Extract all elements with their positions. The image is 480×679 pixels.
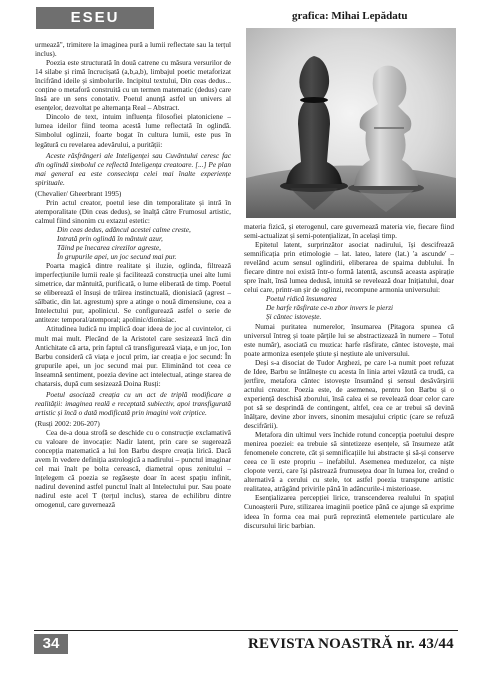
page-number: 34 [34, 634, 68, 654]
verse-line: Intrată prin oglindă în mântuit azur, [57, 233, 163, 243]
artwork-credit: grafica: Mihai Lepădatu [292, 10, 408, 22]
paragraph: Epitetul latent, surprinzător asociat nadirului, își descifrează semnificația prin etimologie – lat. lateo, latere (lat.) 'a ascunde' – revelând acum sensul oglindirii, eliberarea de spaima dublului. În fiecare dintre noi există într-o formă latentă, ascunsă aceasta aspirație spre înalt, însă lumea dedusă, intuită se revelează doar Inițiatului, doar celui care, printr-un șir de oglinzi, recompune armonia universului: [244, 240, 454, 295]
verse-line: Poetul ridică însumarea [266, 294, 337, 304]
verse-line: De harfe răsfirate ce-n zbor invers le pierzi [266, 303, 394, 313]
quotation: Aceste răsfrângeri ale Inteligenței sau Cuvântului ceresc fac din oglindă simbolul ce reflectă Inteligența creatoare. [...] Pe plan mai general ea este consecința celei mai înalte experiențe spirituale. [35, 150, 231, 187]
paragraph: Atitudinea ludică nu implică doar ideea de joc al cuvintelor, ci mult mai mult. Plecând de la Aristotel care sesizează încă din Antichitate că arta, prin faptul că transfigurează viața, e un joc, Ion Barbu consideră că viața e jocul prim, iar creația e joc secund: În grupurile apei, un joc secund mai pur. Eliminând tot ceea ce înseamnă sentiment, poezia devine act intelectual, atinge starea de chatarsis, după cum sesizează Doina Rusți: [35, 324, 231, 388]
paragraph: Cea de-a doua strofă se deschide cu o construcție exclamativă cu valoare de invocație: Nadir latent, prin care se sugerează concepția matematică a lui Ion Barbu despre creația lirică. Dacă avem în vedere definiția astrologică a nadirului – punctul imaginar cel mai înalt pe bolta cerească, diametral opus zenitului – înțelegem că poezia se regăsește doar în acest spațiu infinit, nadirul devenind astfel punctul înalt al Intelectului pur. Sau poate nadirul este acel T (terțul inclus), starea de echilibru dintre omogenul, care guvernează [35, 427, 231, 510]
verse-line: În grupurile apei, un joc secund mai pur. [57, 252, 177, 262]
verse-line: Și cântec istovește. [266, 312, 322, 322]
left-column [35, 40, 231, 625]
citation: (Rusți 2002: 206-207) [35, 418, 100, 428]
citation: (Chevalier/ Gheerbrant 1995) [35, 188, 122, 198]
paragraph: materia fizică, și eterogenul, care guvernează materia vie, fiecare fiind semi-actualizat și semi-potențializat, în același timp. [244, 222, 454, 241]
paragraph: Poarta magică dintre realitate și iluzie, oglinda, filtrează imperfecțiunile lumii reale și facilitează construcția unei alte lumi simetrice, dar mântuită, purificată, o lume eliberată de timp. Poetul se eliberează el însuși de trăirea instinctuală, dionisiacă (agrest – sălbatic, din lat. agrestum) spre a atinge o nouă dimensiune, cea a Intelectului pur, apolinicul. Se configurează astfel o serie de antiteze: temporal/atemporal; apolinic/dionisiac. [35, 261, 231, 325]
chess-artwork [246, 28, 456, 218]
paragraph: Deși s-a disociat de Tudor Arghezi, pe care l-a numit poet refuzat de Idee, Barbu se întâlnește cu acesta în linia artei văzută ca trudă, ca jertfire, metafora cântec istovește însumând și sensul desăvârșirii actului creator. Poezia este, de asemenea, pentru Ion Barbu și o experiență deschisă zborului, însă calea ei se revelează doar celor care pot să se desprindă de contingent, altfel, cea ce ar trebui să devină înălțare, devine zbor invers, sinonim mesajului criptic (care se refuză descifrării). [244, 357, 454, 431]
paragraph: Numai puritatea numerelor, însumarea (Pitagora spunea că universul întreg și toate părțile lui se abstractizează în numere – Totul este număr), asociată cu muzica: harfe răsfirate, cântec istovește, mai poate armoniza esențele știute și neștiute ale universului. [244, 321, 454, 358]
paragraph: Metafora din ultimul vers închide rotund concepția poetului despre menirea poeziei: ea trebuie să sintetizeze esențele, să însumeze atât fenomenele concrete, cât și semnificațiile lui abstracte și să-și conserve ceea ce îi este propriu – inefabilul. Asemenea meduzelor, ca niște clopote verzi, care își păstrează frumusețea doar în lumea lor, creând o alternativă a cerului cu stele, tot astfel poezia transpune artistic realitatea, atrăgând privirile până în adâncurile-i misterioase. [244, 430, 454, 494]
paragraph: urmează", trimitere la imaginea pură a lumii reflectate sau la terțul inclus). [35, 40, 231, 59]
paragraph: Dincolo de text, intuim influența filosofiei platoniciene – lumea ideilor fiind teoma acestă lume reflectată în oglindă. Simbolul oglinzii, foarte bogat în cultura lumii, este pus în legătură cu revelarea adevărului, a purității: [35, 112, 231, 149]
magazine-title: REVISTA NOASTRĂ nr. 43/44 [248, 636, 454, 652]
section-tag: ESEU [36, 7, 154, 29]
verse-line: Din ceas dedus, adâncul acestei calme creste, [57, 224, 191, 234]
verse-line: Tăind pe înecarea cirezilor agreste, [57, 243, 161, 253]
paragraph: Poezia este structurată în două catrene cu măsura versurilor de 14 silabe și rimă încrucișată (a,b,a,b), limbajul poetic metaforizat încifrând ideile și simbolurile. Incipitul textului, Din ceas dedus... conține o metaforă construită cu un termen matematic (dedus) care însă are un sens conotativ. Poetul anunță astfel un univers al esențelor, dezvoltat pe alternanța Real – Abstract. [35, 58, 231, 113]
quotation: Poetul asociază creația cu un act de triplă modificare a realității: imaginea reală e receptată subiectiv, apoi transfigurată artistic și încă o dată modificată prin imagini voit criptice. [35, 389, 231, 417]
footer-rule [34, 630, 458, 631]
right-column [244, 222, 454, 627]
paragraph: Prin actul creator, poetul iese din temporalitate și intră în atemporalitate (Din ceas dedus), se înalță către Frumosul artistic, calmul fiind sinonim cu extazul estetic: [35, 197, 231, 225]
paragraph: Esențializarea percepției lirice, transcenderea realului în spațiul Cunoașterii Pure, stilizarea imaginii poetice până ce ajunge să exprime ideea în forma cea mai pură reprezintă elementele particulare ale discursului liric barbian. [244, 493, 454, 530]
